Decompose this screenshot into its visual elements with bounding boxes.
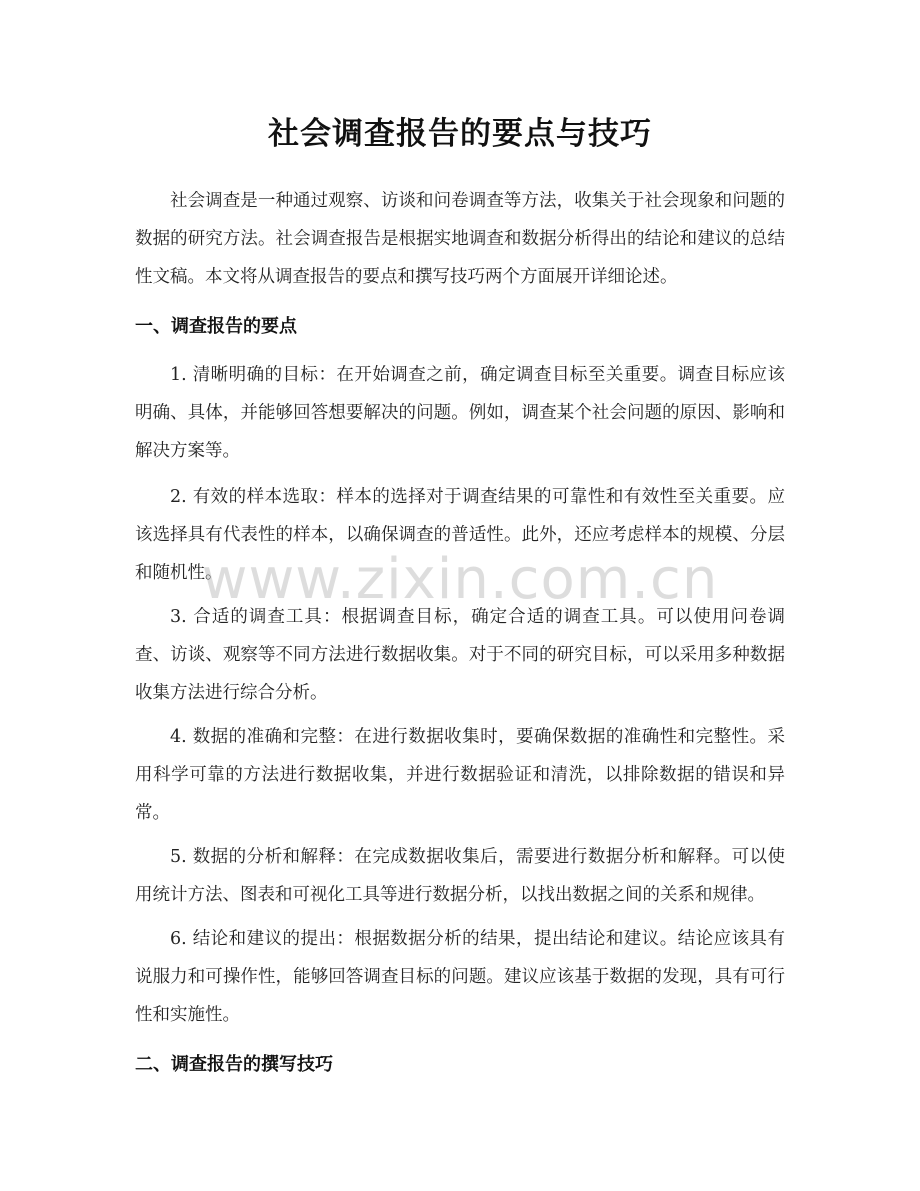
section-heading-2: 二、调查报告的撰写技巧 (135, 1054, 333, 1075)
list-item-2: 2. 有效的样本选取：样本的选择对于调查结果的可靠性和有效性至关重要。应该选择具有代表性的样本，以确保调查的普适性。此外，还应考虑样本的规模、分层和随机性。 (135, 487, 785, 583)
list-item-6: 6. 结论和建议的提出：根据数据分析的结果，提出结论和建议。结论应该具有说服力和可操作性，能够回答调查目标的问题。建议应该基于数据的发现，具有可行性和实施性。 (135, 929, 785, 1025)
list-item-5: 5. 数据的分析和解释：在完成数据收集后，需要进行数据分析和解释。可以使用统计方法、图表和可视化工具等进行数据分析，以找出数据之间的关系和规律。 (135, 847, 785, 905)
list-item-3: 3. 合适的调查工具：根据调查目标，确定合适的调查工具。可以使用问卷调查、访谈、观察等不同方法进行数据收集。对于不同的研究目标，可以采用多种数据收集方法进行综合分析。 (135, 607, 785, 703)
list-item-1: 1. 清晰明确的目标：在开始调查之前，确定调查目标至关重要。调查目标应该明确、具体，并能够回答想要解决的问题。例如，调查某个社会问题的原因、影响和解决方案等。 (135, 365, 785, 461)
section-heading-1: 一、调查报告的要点 (135, 316, 297, 337)
intro-paragraph: 社会调查是一种通过观察、访谈和问卷调查等方法，收集关于社会现象和问题的数据的研究方法。社会调查报告是根据实地调查和数据分析得出的结论和建议的总结性文稿。本文将从调查报告的要点和撰写技巧两个方面展开详细论述。 (135, 191, 785, 287)
watermark: www.zixin.com.cn (201, 547, 719, 612)
list-item-4: 4. 数据的准确和完整：在进行数据收集时，要确保数据的准确性和完整性。采用科学可靠的方法进行数据收集，并进行数据验证和清洗，以排除数据的错误和异常。 (135, 727, 785, 823)
document-title: 社会调查报告的要点与技巧 (268, 116, 652, 152)
